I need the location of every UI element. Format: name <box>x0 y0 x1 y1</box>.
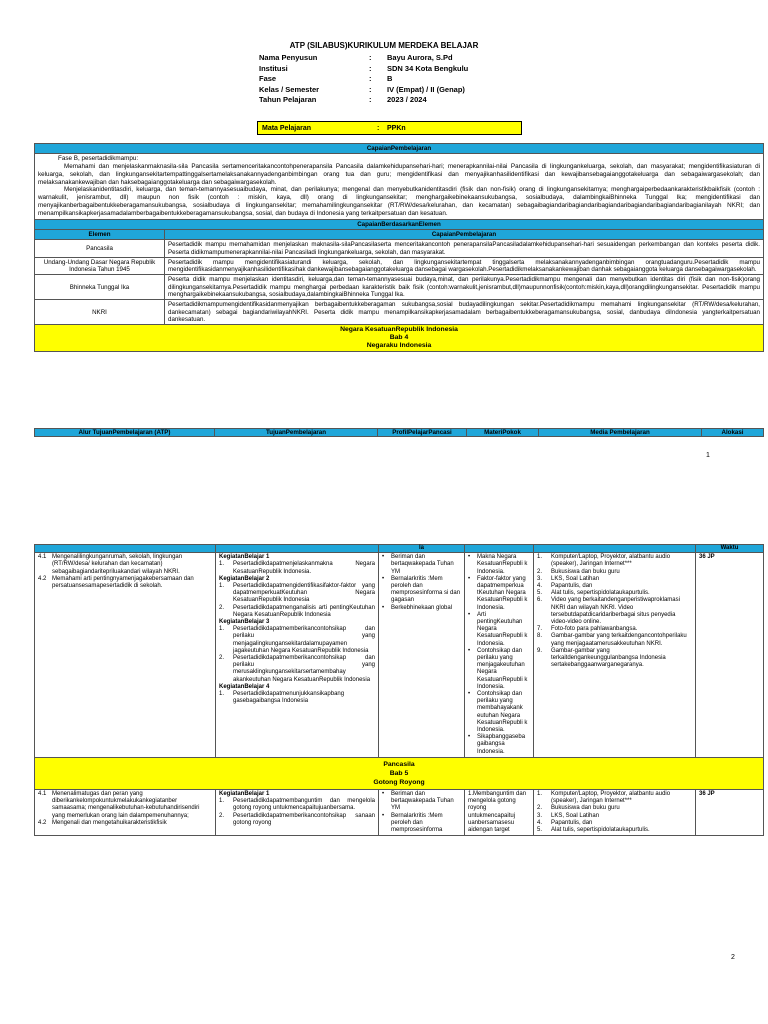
tp-cell: KegiatanBelajar 1 1. Pesertadidikdapatmenjelaskanmakna Negara KesatuanRepublik Indonesia. KegiatanBelajar 2 1. Pesertadidikdapatmengidentifikasifaktor-faktor yang dapatmemperkuatKeutuhan Negara KesatuanRepublik Indonesia 2. Pesertadidikdapatmenganalisis arti pentingKeutuhan Negara KesatuanRepublik Indonesia KegiatanBelajar 3 1. Pesertadidikdapatmemberikancontohsikap dan perilaku yang menjagalingkungansekitardalamupayamen jagakeutuhan Negara KesatuanRepublik Indonesia 2. Pesertadidikdapatmemberikancontohsikap dan perilaku yang merusaklingkungansekitarsertamembahay akankeutuhan Negara KesatuanRepublik Indonesia KegiatanBelajar 4 1. Pesertadidikdapatmenunjukkansikapbang gasebagaibangsa Indonesia <box>216 553 379 758</box>
subject-bar: Mata Pelajaran : PPKn <box>257 121 522 135</box>
meta-row: Institusi : SDN 34 Kota Bengkulu <box>259 63 469 73</box>
meta-row: Kelas / Semester : IV (Empat) / II (Genap) <box>259 84 465 94</box>
atp-cell: 4.1 Menenalimatugas dan peran yang diberikankelompokuntukmelakukankegiatanber samaasama; mengenalikebutuhan-kebutuhandirisendiri yang memerlukan orang lain dalampemenuhannya; 4.2 Mengenali dan mengetahuikarakteristikfisik <box>35 789 216 835</box>
materi-cell: 1.Membanguntim dan mengelola gotong royong untukmencapaituj uanbersamasesu aidengan target <box>465 789 534 835</box>
table-row: Undang-Undang Dasar Negara Republik Indonesia Tahun 1945 Pesertadidik mampu mengidentifikasiaturandi keluarga, sekolah, dan lingkungansekitartempat tinggalserta melaksanakannyadenganbimbingan orangtuadanguru.Pesertadidik mampu mengidentifikasidanmenyajikanhasilidentifikasihak dankewajibansebagaianggotakeluarga dansebagai wargasekolah.Pesertadidikmelaksanakankewajiban danhak sebagaianggota keluarga dansebagaiwargasekolah. <box>35 257 764 275</box>
table-row: Bhinneka Tunggal Ika Peserta didik mampu menjelaskan identitasdiri, keluarga,dan teman-temannyasesuai budaya,minat, dan perilakunya.Pesertadidikmampu mengenali dan menyebutkan identitas diri (fisik dan non-fisik)orang dilingkungansekitarnya.Pesertadidik mampu menghargai perbedaan karakteristik baik fisik (contoh:warnakulit,jenisrambut,dll)maupunnonfisik(contoh:miskin,kaya,dll)orangdilingkungansekitar. Pesertadidik mampu menghargaikebinekaansukubangsa, sosialbudaya,dalambingkaiBhinneka Tunggal Ika. <box>35 275 764 300</box>
materi-cell: • Makna Negara KesatuanRepubli k Indonesia. • Faktor-faktor yang dapatmemperkua tKeutuhan Negara KesatuanRepubli k Indonesia. • Arti pentingKeutuhan Negara KesatuanRepubli k Indonesia. • Contohsikap dan perilaku yang menjagakeutuhan Negara KesatuanRepubli k Indonesia. • Contohsikap dan perilaku yang membahayakank eutuhan Negara KesatuanRepubli k Indonesia. • Sikapbanggaseba gaibangsa Indonesia. <box>465 553 534 758</box>
atp-table: la Waktu 4.1 Mengenalilingkunganrumah, sekolah, lingkungan (RT/RW/desa/ kelurahan dan kecamatan) sebagaibagiandaritepriluakandari wilayah NKRI. 4.2 Memahami arti pentingnyamenjagakebersamaan dan persatuansesamapesertadidik di sekolah. KegiatanBelajar 1 1. Pesertadidikdapatmenjelaskanmakna Negara KesatuanRepublik Indonesia. KegiatanBelajar 2 1. Pesertadidikdapatmengidentifikasifaktor-faktor yang dapatmemperkuatKeutuhan Negara KesatuanRepublik Indonesia 2. Pesertadidikdapatmenganalisis arti pentingKeutuhan Negara KesatuanRepublik Indonesia KegiatanBelajar 3 1. Pesertadidikdapatmemberikancontohsikap dan perilaku yang menjagalingkungansekitardalamupayamen jagakeutuhan Negara KesatuanRepublik Indonesia 2. Pesertadidikdapatmemberikancontohsikap dan perilaku yang merusaklingkungansekitarsertamembahay akankeutuhan Negara KesatuanRepublik Indonesia KegiatanBelajar 4 1. Pesertadidikdapatmenunjukkansikapbang gasebagaibangsa Indonesia • Beriman dan bertaqwakepada Tuhan YM • Bernalarkritis :Mem peroleh dan memprosesinforma si dan gagasan • Berkebhinekaan global • Makna Negara KesatuanRepubli k Indonesia. • Faktor-faktor yang dapatmemperkua tKeutuhan Negara KesatuanRepubli k Indonesia. • Arti pentingKeutuhan Negara KesatuanRepubli k Indonesia. • Contohsikap dan perilaku yang menjagakeutuhan Negara KesatuanRepubli k Indonesia. • Contohsikap dan perilaku yang membahayakank eutuhan Negara KesatuanRepubli k Indonesia. • Sikapbanggaseba gaibangsa Indonesia. 1. Komputer/Laptop, Proyektor, alatbantu audio (speaker), Jaringan Internet*** 2. Bukusiswa dan buku guru 3. LKS, Soal Latihan 4. Papantulis, dan 5. Alat tulis, sepertispidolataukapurtulis. 6. Video yang berkaitandenganperistiwaproklamasi NKRI dan wilayah NKRI. Video tersebutdapatdicaridariberbagai situs penyedia video-video online. 7. Foto-foto para pahlawanbangsa. 8. Gambar-gambar yang terkaitdengancontohperilaku yang menjagaatamerusakkeutuhan NKRI. 9. Gambar-gambar yang terkaitdengankeunggulanbangsa Indonesia sertakebanggaanwarganegaranya. 36 JP Pancasila Bab 5 Gotong Royong 4.1 Menenalimatugas dan peran yang diberikankelompokuntukmelakukankegiatanber samaasama; mengenalikebutuhan-kebutuhandirisendiri yang memerlukan orang lain dalampemenuhannya; 4.2 Mengenali dan mengetahuikarakteristikfisik KegiatanBelajar 1 1. Pesertadidikdapatmembanguntim dan mengelola gotong royong untukmencapaitujuanbersama. 2. Pesertadidikdapatmemberikancontohsikap sanaan gotong royong • Beriman dan bertaqwakepada Tuhan YM • Bernalarkritis :Mem peroleh dan memprosesinforma 1.Membanguntim dan mengelola gotong royong untukmencapaituj uanbersamasesu aidengan target 1. Komputer/Laptop, Proyektor, alatbantu audio (speaker), Jaringan Internet*** 2. Bukusiswa dan buku guru 3. LKS, Soal Latihan 4. Papantulis, dan 5. Alat tulis, sepertispidolataukapurtulis. 36 JP <box>34 544 764 836</box>
meta-row: Nama Penyusun : Bayu Aurora, S.Pd <box>259 53 453 62</box>
ppp-cell: • Beriman dan bertaqwakepada Tuhan YM • Bernalarkritis :Mem peroleh dan memprosesinforma si dan gagasan • Berkebhinekaan global <box>379 553 465 758</box>
atp-cell: 4.1 Mengenalilingkunganrumah, sekolah, lingkungan (RT/RW/desa/ kelurahan dan kecamatan) sebagaibagiandaritepriluakandari wilayah NKRI. 4.2 Memahami arti pentingnyamenjagakebersamaan dan persatuansesamapesertadidik di sekolah. <box>35 553 216 758</box>
chapter-5-heading: Pancasila Bab 5 Gotong Royong <box>35 757 764 789</box>
ppp-cell: • Beriman dan bertaqwakepada Tuhan YM • Bernalarkritis :Mem peroleh dan memprosesinforma <box>379 789 465 835</box>
meta-row: Fase : B <box>259 74 393 83</box>
page-number: 2 <box>731 954 735 961</box>
tp-cell: KegiatanBelajar 1 1. Pesertadidikdapatmembanguntim dan mengelola gotong royong untukmencapaitujuanbersama. 2. Pesertadidikdapatmemberikancontohsikap sanaan gotong royong <box>216 789 379 835</box>
table-row <box>35 789 764 835</box>
media-cell: 1. Komputer/Laptop, Proyektor, alatbantu audio (speaker), Jaringan Internet*** 2. Bukusiswa dan buku guru 3. LKS, Soal Latihan 4. Papantulis, dan 5. Alat tulis, sepertispidolataukapurtulis. <box>534 789 696 835</box>
meta-row: Tahun Pelajaran : 2023 / 2024 <box>259 95 427 104</box>
table-row: Pancasila Pesertadidik mampu memahamidan menjelaskan maknasila-silaPancasilaserta menceritakancontoh penerapansilaPancasiladalamkehidupansehari-hari sesuaidengan perkembangan dan konteks peserta didik. Peserta didikmampumenerapkannilai-nilai Pancasiladi lingkungankeluarga, sekolah, dan masyarakat. <box>35 240 764 258</box>
cp-text: Fase B, pesertadidikmampu: Memahami dan menjelaskanmaknasila-sila Pancasila sertamenceritakancontohpenerapansila Pancasila dalamkehidupansehari-hari; menerapkannilai-nilai Pancasila di lingkungankeluarga, sekolah, dan masyarakat; mengidentifikasiaturan di keluarga, sekolah, dan lingkungansekitartempattinggalsertamelaksanakannyadenganbimbingan orang tua dan guru; mengidentifikasi dan menyajikanhasilidentifikasi dan kewajibansebagaianggotakeluarga dan sebagaiwargasekolah; dan melaksanakankewajiban dan haksebagaianggotakeluarga dan sebagaiwargasekolah. Menjelaskanidentitasdiri, keluarga, dan teman-temannyasesuaibudaya, minat, dan perilakunya; mengenal dan menyebutkanidentitasdiri (fisik dan non-fisik) orang di lingkungansekitarnya; menghargaiperbedaankarakteristikbaikfisik (contoh : warnakulit, jenisrambut, dll) maupun non fisik (contoh : miskin, kaya, dll) orang di lingkungansekitar; menghargaikebinekaansukubangsa, sosialbudaya, dalambingkaiBhinneka Tunggal Ika; mengidentifikasi dan menyajikanberbagaibentukkeberagamansukubangsa, sosialbudaya di lingkungansekitar; memahamilingkungansekitar (RT/RW/desa/kelurahan, dan kecamatan) sebagaibagiandaribagiandaribagiandaribagiandaribagiandaribagianilayah NKRI; dan menampilkansikapkerjasamadalamberbagaibentukkeberagamansukubangsa, sosial, dan budaya di Indonesia yang terkaitpersatuan dan kesatuan. <box>35 154 764 219</box>
col-capaian: CapaianPembelajaran <box>165 229 764 239</box>
alokasi-cell: 36 JP <box>696 553 764 758</box>
meta-block <box>259 53 468 106</box>
table-row: NKRI Pesertadidikmampumengidentifikasidanmenyajikan berbagaibentukkeberagaman sukubangsa,sosial budayadilingkungan sekitar.Pesertadidikmampu memahami lingkungansekitar (RT/RW/desa/kelurahan, dankecamatan) sebagai bagiandariwilayahNKRI. Peserta didik mampu menampilkansikapkerjasamadalam berbagaibentukkeberagamansukubangsa, sosial, danbudaya diIndonesia yangterkaitpersatuan dankesatuan. <box>35 300 764 325</box>
cp-table <box>34 143 764 352</box>
chapter-4-heading: Negara KesatuanRepublik Indonesia Bab 4 Negaraku Indonesia <box>35 325 764 352</box>
document-title: ATP (SILABUS)KURIKULUM MERDEKA BELAJAR <box>289 41 479 50</box>
page-number: 1 <box>706 452 710 459</box>
alokasi-cell: 36 JP <box>696 789 764 835</box>
cpe-heading: CapaianBerdasarkanElemen <box>35 219 764 229</box>
table-row <box>35 553 764 758</box>
col-elemen: Elemen <box>35 229 165 239</box>
column-header-p1: Alur TujuanPembelajaran (ATP) TujuanPembelajaran ProfilPelajarPancasi MateriPokok Media Pembelajaran Alokasi <box>34 428 764 437</box>
cp-heading: CapaianPembelajaran <box>35 144 764 154</box>
media-cell: 1. Komputer/Laptop, Proyektor, alatbantu audio (speaker), Jaringan Internet*** 2. Bukusiswa dan buku guru 3. LKS, Soal Latihan 4. Papantulis, dan 5. Alat tulis, sepertispidolataukapurtulis. 6. Video yang berkaitandenganperistiwaproklamasi NKRI dan wilayah NKRI. Video tersebutdapatdicaridariberbagai situs penyedia video-video online. 7. Foto-foto para pahlawanbangsa. 8. Gambar-gambar yang terkaitdengancontohperilaku yang menjagaatamerusakkeutuhan NKRI. 9. Gambar-gambar yang terkaitdengankeunggulanbangsa Indonesia sertakebanggaanwarganegaranya. <box>534 553 696 758</box>
